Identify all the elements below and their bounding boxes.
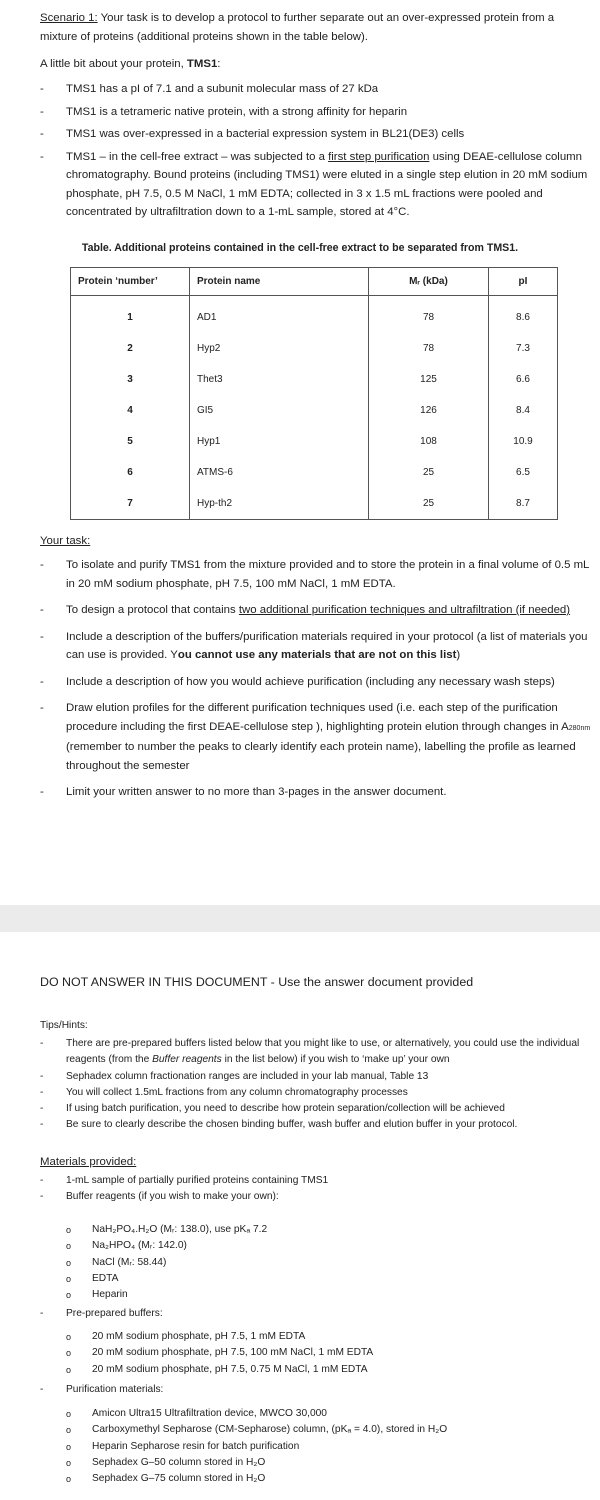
header-mass: Mᵣ (kDa) bbox=[369, 268, 489, 296]
materials-heading: Materials provided: bbox=[40, 1156, 137, 1168]
tips-list bbox=[0, 1036, 592, 1134]
cell-name: GI5 bbox=[190, 395, 369, 426]
task-item: - Limit your written answer to no more than 3-pages in the answer document. bbox=[0, 783, 592, 802]
task-item2-link: two additional purification techniques and ultrafiltration (if needed) bbox=[238, 604, 571, 616]
table-row bbox=[71, 488, 558, 520]
scenario-text: Your task is to develop a protocol to further separate out an over-expressed protein from a mixture of proteins (additional proteins shown in the table below). bbox=[40, 12, 555, 43]
tip-item: - You will collect 1.5mL fractions from any column chromatography processes bbox=[0, 1085, 592, 1101]
scenario-label: Scenario 1: bbox=[40, 12, 98, 24]
task-item: - To isolate and purify TMS1 from the mixture provided and to store the protein in a final volume of 0.5 mL in 20 mM sodium phosphate, pH 7.5, 100 mM NaCl, 1 mM EDTA. bbox=[0, 556, 592, 593]
buffer-item: o 20 mM sodium phosphate, pH 7.5, 1 mM EDTA bbox=[0, 1329, 592, 1345]
material-sample: - 1-mL sample of partially purified proteins containing TMS1 bbox=[0, 1173, 592, 1189]
cell-pi: 10.9 bbox=[489, 426, 558, 457]
task-heading: Your task: bbox=[40, 535, 91, 547]
cell-name: AD1 bbox=[190, 296, 369, 334]
fact-item: - TMS1 was over-expressed in a bacterial expression system in BL21(DE3) cells bbox=[0, 125, 592, 144]
intro-suffix: : bbox=[217, 58, 221, 70]
cell-name: ATMS-6 bbox=[190, 457, 369, 488]
task-item bbox=[0, 699, 592, 775]
table-row bbox=[71, 395, 558, 426]
proteins-table bbox=[70, 267, 558, 520]
cell-pi: 6.6 bbox=[489, 364, 558, 395]
cell-number: 6 bbox=[71, 457, 190, 488]
task-item bbox=[0, 601, 592, 620]
purification-item: o Carboxymethyl Sepharose (CM-Sepharose) column, (pKₐ = 4.0), stored in H₂O bbox=[0, 1422, 592, 1438]
reagent-item: o NaH₂PO₄.H₂O (Mᵣ: 138.0), use pKₐ 7.2 bbox=[0, 1222, 592, 1238]
fact4-link: first step purification bbox=[328, 150, 430, 163]
header-protein-name: Protein name bbox=[190, 268, 369, 296]
cell-mass: 125 bbox=[369, 364, 489, 395]
task-item: - Include a description of how you would achieve purification (including any necessary wash steps) bbox=[0, 673, 592, 692]
purification-item: o Sephadex G–75 column stored in H₂O bbox=[0, 1471, 592, 1487]
cell-number: 4 bbox=[71, 395, 190, 426]
cell-name: Hyp2 bbox=[190, 333, 369, 364]
task-item5-subscript: 280nm bbox=[568, 724, 591, 732]
cell-number: 3 bbox=[71, 364, 190, 395]
cell-number: 7 bbox=[71, 488, 190, 520]
buffer-item: o 20 mM sodium phosphate, pH 7.5, 100 mM NaCl, 1 mM EDTA bbox=[0, 1345, 592, 1361]
tip1-suffix: in the list below) if you wish to ‘make up’ your own bbox=[221, 1054, 450, 1066]
reagent-item: o Na₂HPO₄ (Mᵣ: 142.0) bbox=[0, 1238, 592, 1254]
buffers-heading: - Pre-prepared buffers: bbox=[0, 1306, 592, 1322]
fact-item: - TMS1 is a tetrameric native protein, with a strong affinity for heparin bbox=[0, 103, 592, 122]
table-row bbox=[71, 364, 558, 395]
purification-item: o Amicon Ultra15 Ultrafiltration device, MWCO 30,000 bbox=[0, 1406, 592, 1422]
cell-pi: 8.4 bbox=[489, 395, 558, 426]
cell-mass: 25 bbox=[369, 488, 489, 520]
reagents-list bbox=[0, 1222, 592, 1303]
cell-pi: 6.5 bbox=[489, 457, 558, 488]
cell-number: 2 bbox=[71, 333, 190, 364]
cell-pi: 7.3 bbox=[489, 333, 558, 364]
tip1-italic: Buffer reagents bbox=[152, 1054, 222, 1066]
intro-protein-name: TMS1 bbox=[186, 58, 218, 70]
table-row bbox=[71, 426, 558, 457]
cell-name: Hyp1 bbox=[190, 426, 369, 457]
intro-prefix: A little bit about your protein, bbox=[40, 58, 187, 70]
table-row bbox=[71, 457, 558, 488]
task-list bbox=[0, 556, 592, 802]
tip1-prefix: There are pre-prepared buffers listed below that you might like to use, or alternatively, you could use the individual reagents (from the bbox=[66, 1038, 580, 1066]
fact-item: - TMS1 has a pI of 7.1 and a subunit molecular mass of 27 kDa bbox=[0, 80, 592, 99]
cell-pi: 8.7 bbox=[489, 488, 558, 520]
tip-item: - If using batch purification, you need to describe how protein separation/collection will be achieved bbox=[0, 1101, 592, 1117]
tips-heading: Tips/Hints: bbox=[40, 1020, 88, 1031]
table-row bbox=[71, 333, 558, 364]
protein-facts-list bbox=[0, 80, 592, 222]
warning-text: DO NOT ANSWER IN THIS DOCUMENT - Use the answer document provided bbox=[40, 975, 474, 989]
reagent-item: o NaCl (Mᵣ: 58.44) bbox=[0, 1255, 592, 1271]
table-row bbox=[71, 296, 558, 334]
buffers-heading-list bbox=[0, 1306, 592, 1322]
intro-line bbox=[40, 55, 220, 74]
header-protein-number: Protein ‘number’ bbox=[71, 268, 190, 296]
task-item5-suffix: (remember to number the peaks to clearly identify each protein name), labelling the profile as learned throughout the semester bbox=[66, 741, 576, 772]
tip-item: - Be sure to clearly describe the chosen binding buffer, wash buffer and elution buffer in your protocol. bbox=[0, 1117, 592, 1133]
fact4-suffix: using DEAE-cellulose column chromatography. Bound proteins (including TMS1) were eluted in a single step elution in 20 mM sodium phosphate, pH 7.5, 0.5 M NaCl, 1 mM EDTA; collected in 3 x 1.5 mL fractions were pooled and concentrated by ultrafiltration down to a 1-mL sample, stored at 4°C. bbox=[66, 150, 588, 218]
fact4-prefix: TMS1 – in the cell-free extract – was subjected to a bbox=[66, 150, 329, 163]
cell-mass: 78 bbox=[369, 296, 489, 334]
purification-heading-list bbox=[0, 1382, 592, 1398]
table-header-row bbox=[71, 268, 558, 296]
cell-number: 1 bbox=[71, 296, 190, 334]
task-item3-prefix: Include a description of the buffers/purification materials required in your protocol (a list of materials you can use is provided. Y bbox=[66, 630, 588, 661]
reagent-item: o Heparin bbox=[0, 1287, 592, 1303]
reagents-heading: - Buffer reagents (if you wish to make your own): bbox=[0, 1189, 592, 1205]
reagent-item: o EDTA bbox=[0, 1271, 592, 1287]
cell-mass: 78 bbox=[369, 333, 489, 364]
purification-item: o Sephadex G–50 column stored in H₂O bbox=[0, 1455, 592, 1471]
cell-pi: 8.6 bbox=[489, 296, 558, 334]
task-item2-prefix: To design a protocol that contains bbox=[66, 604, 239, 616]
cell-number: 5 bbox=[71, 426, 190, 457]
task-item bbox=[0, 628, 592, 665]
task-item3-suffix: ) bbox=[456, 649, 461, 661]
tip-item bbox=[0, 1036, 592, 1069]
fact-item bbox=[0, 148, 592, 222]
table-caption: Table. Additional proteins contained in the cell-free extract to be separated from TMS1. bbox=[81, 242, 519, 254]
purification-heading: - Purification materials: bbox=[0, 1382, 592, 1398]
cell-name: Hyp-th2 bbox=[190, 488, 369, 520]
cell-mass: 108 bbox=[369, 426, 489, 457]
buffer-item: o 20 mM sodium phosphate, pH 7.5, 0.75 M NaCl, 1 mM EDTA bbox=[0, 1362, 592, 1378]
buffers-list bbox=[0, 1329, 592, 1378]
scenario-paragraph bbox=[40, 9, 592, 46]
page-gap bbox=[0, 905, 600, 932]
task-item5-prefix: Draw elution profiles for the different purification techniques used (i.e. each step of the purification procedure including the first DEAE-cellulose step ), highlighting protein elution through changes in A bbox=[66, 702, 569, 733]
cell-mass: 126 bbox=[369, 395, 489, 426]
materials-list bbox=[0, 1173, 592, 1206]
header-pi: pI bbox=[489, 268, 558, 296]
task-item3-bold: ou cannot use any materials that are not on this list bbox=[177, 649, 457, 661]
purification-list bbox=[0, 1406, 592, 1487]
purification-item: o Heparin Sepharose resin for batch purification bbox=[0, 1439, 592, 1455]
cell-mass: 25 bbox=[369, 457, 489, 488]
document-page-2 bbox=[0, 932, 600, 1500]
tip-item: - Sephadex column fractionation ranges are included in your lab manual, Table 13 bbox=[0, 1069, 592, 1085]
cell-name: Thet3 bbox=[190, 364, 369, 395]
